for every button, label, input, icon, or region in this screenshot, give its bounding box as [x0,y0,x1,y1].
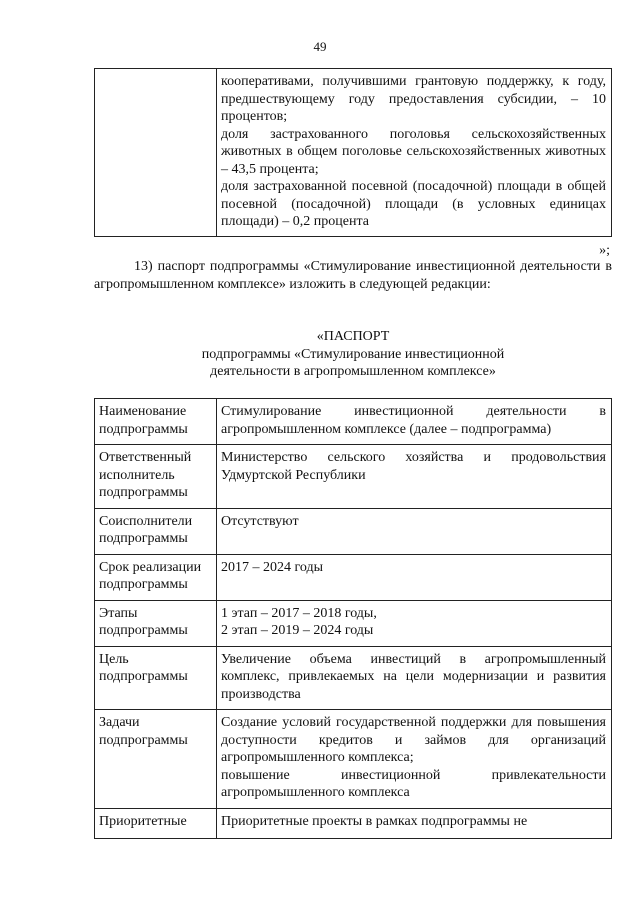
row-label: Срок реализации подпрограммы [95,554,217,600]
cell-text: доля застрахованной посевной (посадочной) площади в общей посевной (посадочной) площади (в условных единицах площади) – 0,2 процента [221,179,606,229]
cell-text: Создание условий государственной поддержки для повышения доступности кредитов и займов для организаций агропромышленного комплекса; [221,715,606,765]
cell-text: кооперативами, получившими грантовую поддержку, к году, предшествующему году предоставления субсидии, – 10 процентов; [221,74,606,124]
table-row [95,554,612,600]
row-label: Приоритетные [95,808,217,839]
passport-title-line: деятельности в агропромышленном комплексе» [210,364,496,379]
row-label: Цель подпрограммы [95,646,217,710]
row-value [217,710,612,809]
cell-text: Министерство сельского хозяйства и продовольствия Удмуртской Республики [221,450,606,483]
table-row [95,710,612,809]
table-row [95,600,612,646]
table-row [95,445,612,509]
table-row [95,646,612,710]
row-value [217,445,612,509]
row-label: Ответственный исполнитель подпрограммы [95,445,217,509]
table-label-cell [95,69,217,237]
cell-text: Приоритетные проекты в рамках подпрограммы не [221,813,528,829]
continued-table [94,68,612,237]
cell-text: Отсутствуют [221,513,299,529]
amendment-paragraph: 13) паспорт подпрограммы «Стимулирование инвестиционной деятельности в агропромышленном комплексе» изложить в следующей редакции: [94,259,612,292]
closing-quote: »; [599,243,610,258]
table-row [95,69,612,237]
table-row [95,808,612,839]
passport-title-line: «ПАСПОРТ [316,329,390,344]
cell-text: Стимулирование инвестиционной деятельности в агропромышленном комплексе (далее – подпрограмма) [221,404,606,437]
row-label: Задачи подпрограммы [95,710,217,809]
row-label: Этапы подпрограммы [95,600,217,646]
cell-text: 2017 – 2024 годы [221,559,324,575]
row-value [217,554,612,600]
passport-title [94,328,612,381]
cell-text: 2 этап – 2019 – 2024 годы [221,623,374,638]
cell-text: Увеличение объема инвестиций в агропромышленный комплекс, привлекаемых на цели модернизации и развития производства [221,651,606,702]
page-number: 49 [313,39,327,54]
cell-text: доля застрахованного поголовья сельскохозяйственных животных в общем поголовье сельскохозяйственных животных – 43,5 процента; [221,126,606,177]
passport-table [94,398,612,839]
cell-text: 1 этап – 2017 – 2018 годы, [221,605,377,621]
cell-text: повышение инвестиционной привлекательности агропромышленного комплекса [221,767,606,800]
row-value [217,646,612,710]
row-value [217,808,612,839]
passport-title-line: подпрограммы «Стимулирование инвестиционной [201,346,505,362]
row-value [217,508,612,554]
row-label: Соисполнители подпрограммы [95,508,217,554]
table-value-cell [217,69,612,237]
row-value [217,600,612,646]
row-label: Наименование подпрограммы [95,399,217,445]
table-row [95,399,612,445]
row-value [217,399,612,445]
table-row [95,508,612,554]
